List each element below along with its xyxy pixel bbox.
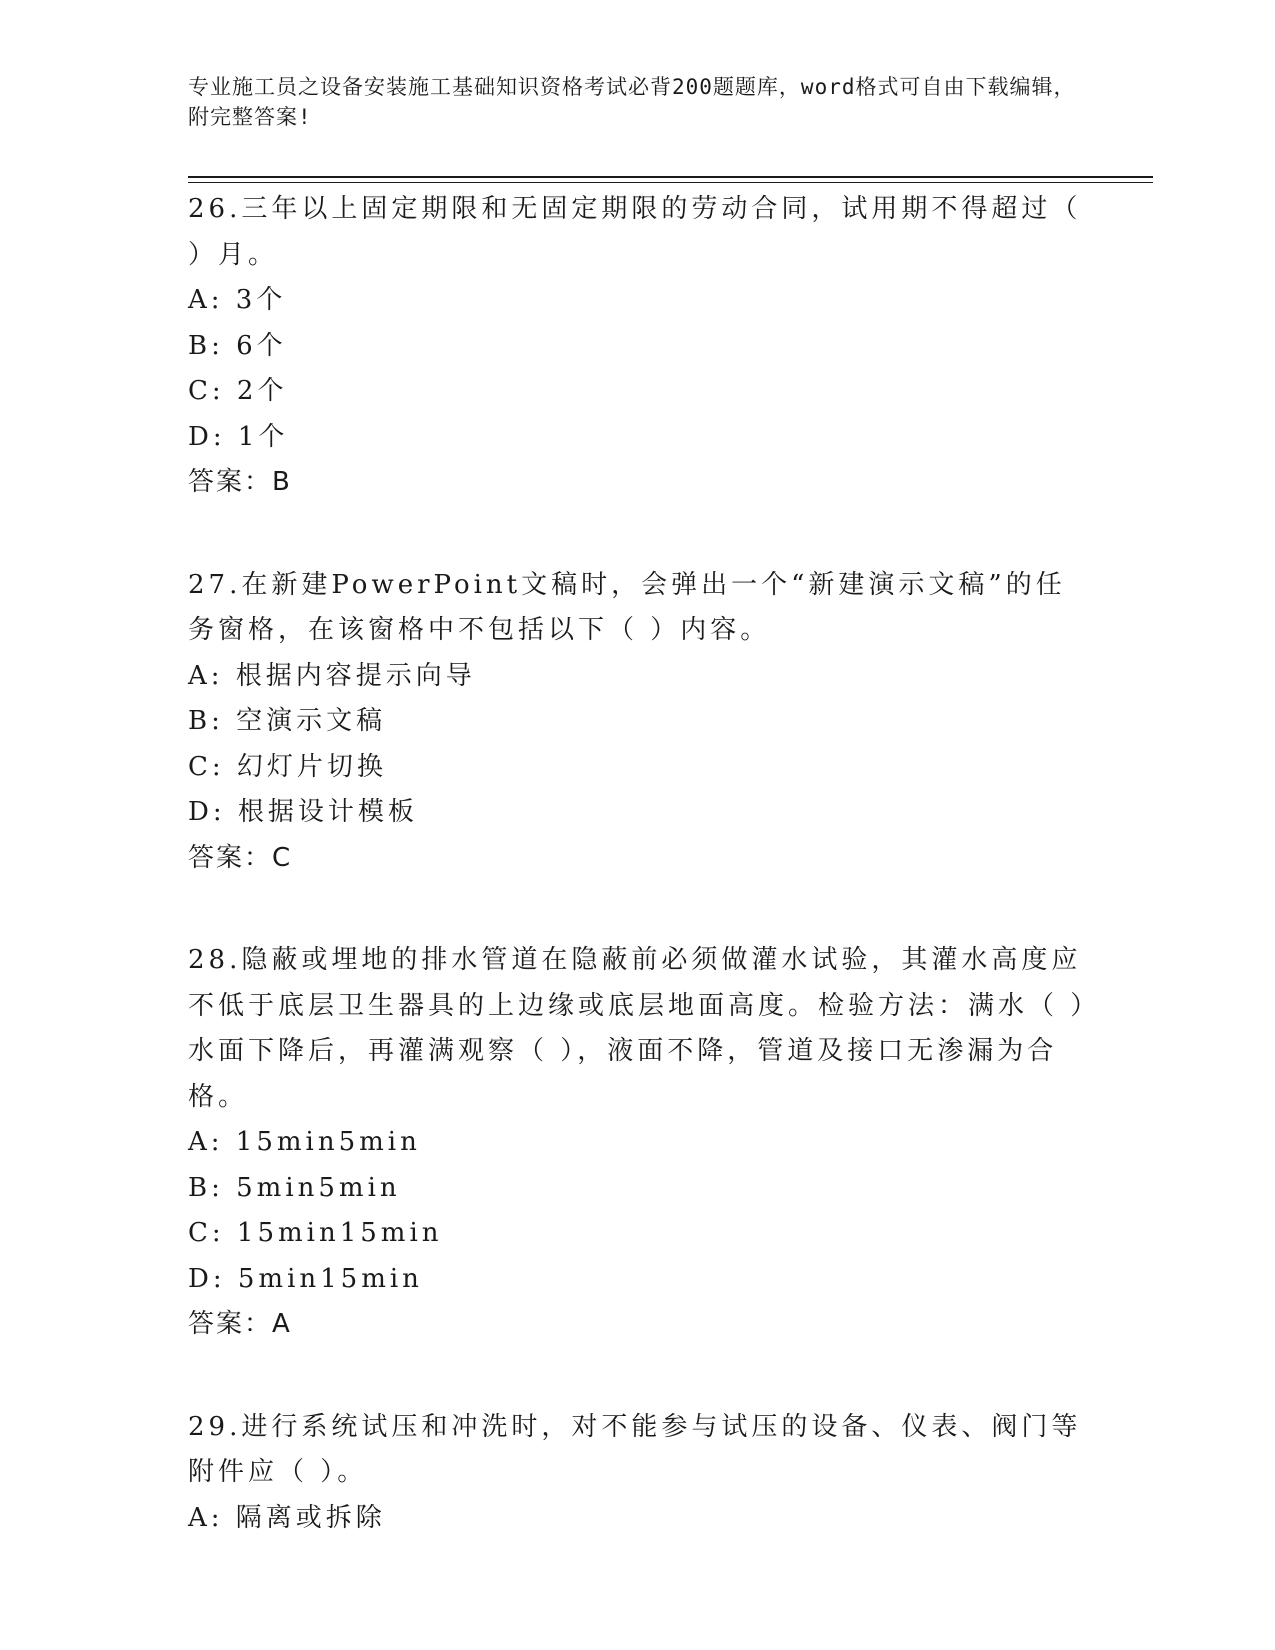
option-a: A: 隔离或拆除 (188, 1502, 386, 1533)
option-b: B: 6个 (188, 330, 287, 361)
question-28 (188, 938, 1088, 1348)
option-a: A: 根据内容提示向导 (188, 660, 476, 691)
option-d: D: 1个 (188, 421, 289, 452)
question-text: 28.隐蔽或埋地的排水管道在隐蔽前必须做灌水试验，其灌水高度应不低于底层卫生器具的上边缘或底层地面高度。检验方法：满水（ ）水面下降后，再灌满观察（ ），液面不降，管道及接口无渗漏为合格。 (188, 945, 1088, 1112)
question-text: 26.三年以上固定期限和无固定期限的劳动合同，试用期不得超过（ ）月。 (188, 194, 1082, 270)
header-rule-thin (188, 182, 1153, 183)
option-d: D: 5min15min (188, 1263, 423, 1294)
option-c: C: 15min15min (188, 1218, 443, 1248)
option-b: B: 5min5min (188, 1172, 401, 1203)
question-26 (188, 187, 1088, 506)
question-27 (188, 563, 1088, 882)
header-rule-thick (188, 176, 1153, 178)
option-c: C: 幻灯片切换 (188, 751, 387, 782)
question-text: 27.在新建PowerPoint文稿时，会弹出一个“新建演示文稿”的任务窗格，在该窗格中不包括以下（ ）内容。 (188, 569, 1066, 645)
option-b: B: 空演示文稿 (188, 706, 387, 736)
option-c: C: 2个 (188, 376, 288, 406)
option-a: A: 3个 (188, 285, 287, 315)
question-29 (188, 1405, 1088, 1542)
option-a: A: 15min5min (188, 1127, 421, 1157)
question-list (188, 187, 1088, 1598)
answer: 答案：B (188, 467, 292, 497)
option-d: D: 根据设计模板 (188, 797, 418, 827)
answer: 答案：A (188, 1309, 292, 1339)
answer: 答案：C (188, 842, 293, 873)
question-text: 29.进行系统试压和冲洗时，对不能参与试压的设备、仪表、阀门等附件应（ ）。 (188, 1411, 1082, 1487)
document-header: 专业施工员之设备安装施工基础知识资格考试必背200题题库，word格式可自由下载编辑，附完整答案! (188, 75, 1076, 129)
